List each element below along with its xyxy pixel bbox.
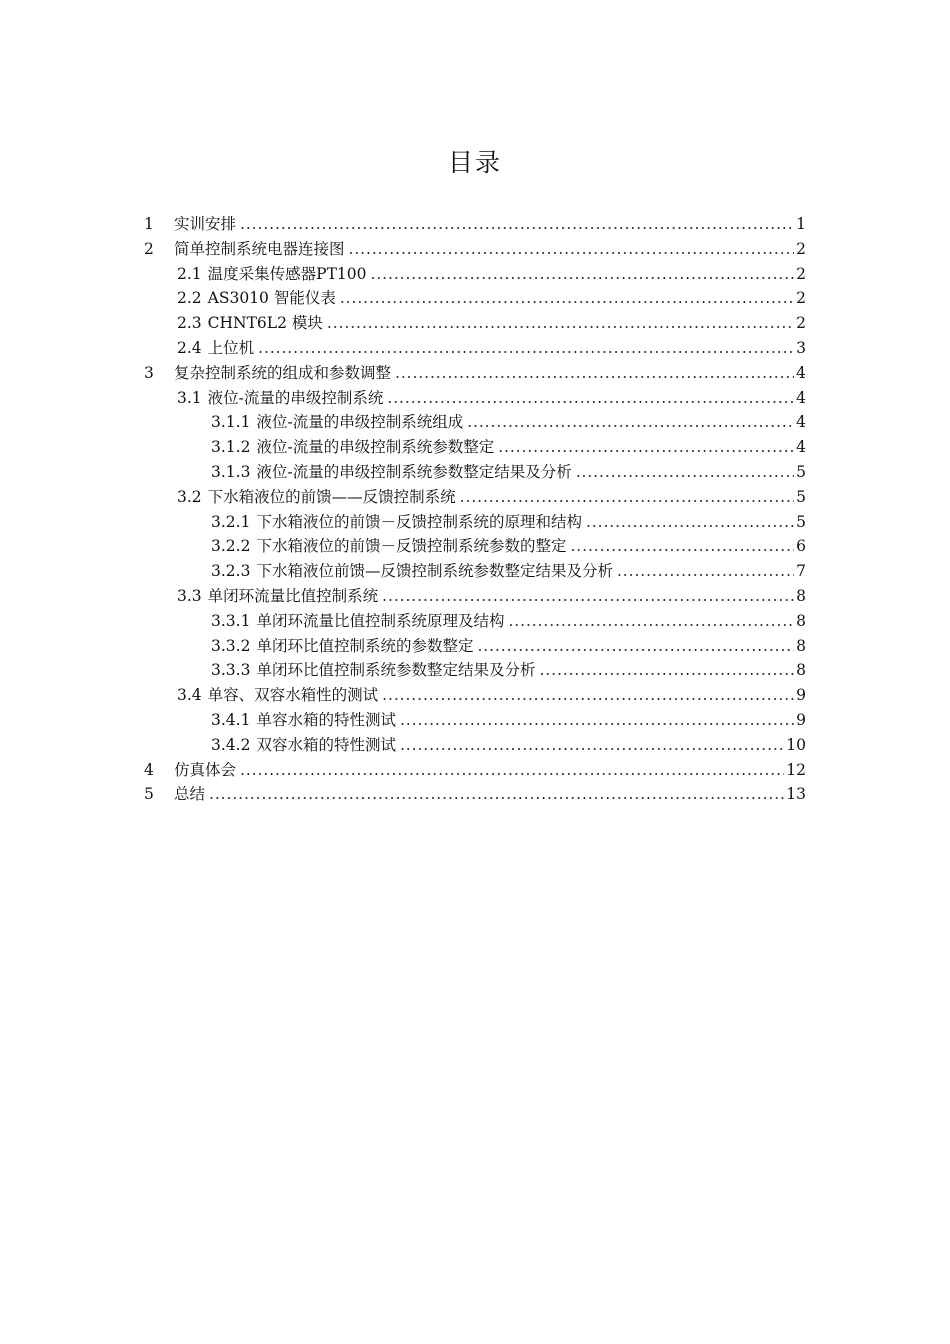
toc-entry-number: 3.2 xyxy=(177,487,202,506)
page-title: 目录 xyxy=(447,148,502,177)
toc-entry[interactable] xyxy=(144,510,806,535)
toc-entry-title: 液位-流量的串级控制系统参数整定 xyxy=(256,438,495,457)
toc-entry-page: 4 xyxy=(796,388,806,407)
toc-entry-number: 3.3.1 xyxy=(211,611,251,630)
toc-entry[interactable] xyxy=(144,733,806,758)
toc-entry[interactable] xyxy=(144,262,806,287)
dot-leader xyxy=(349,237,795,262)
toc-entry-page: 8 xyxy=(796,586,806,605)
toc-entry-title: 总结 xyxy=(174,785,206,804)
toc-entry-title: 单闭环流量比值控制系统 xyxy=(207,586,379,605)
toc-entry[interactable] xyxy=(144,410,806,435)
toc-entry-page: 10 xyxy=(786,735,806,754)
toc-entry-title: 下水箱液位的前馈－反馈控制系统参数的整定 xyxy=(256,537,567,556)
toc-entry-number: 5 xyxy=(144,785,154,804)
toc-entry-title: 液位-流量的串级控制系统组成 xyxy=(256,413,464,432)
toc-entry-title: 单闭环流量比值控制系统原理及结构 xyxy=(256,611,505,630)
toc-entry-title: 液位-流量的串级控制系统参数整定结果及分析 xyxy=(256,462,572,481)
dot-leader xyxy=(327,311,794,336)
toc-entry-title: 下水箱液位前馈—反馈控制系统参数整定结果及分析 xyxy=(256,562,613,581)
dot-leader xyxy=(371,262,795,287)
toc-entry-title: AS3010 智能仪表 xyxy=(207,289,336,308)
dot-leader xyxy=(467,410,794,435)
dot-leader xyxy=(539,658,794,683)
toc-entry-title: 下水箱液位的前馈——反馈控制系统 xyxy=(207,487,456,506)
toc-entry-page: 4 xyxy=(796,438,806,457)
toc-entry-page: 6 xyxy=(796,537,806,556)
toc-entry-title: 双容水箱的特性测试 xyxy=(256,735,396,754)
toc-entry-page: 7 xyxy=(796,562,806,581)
toc-entry-number: 3.1.3 xyxy=(211,462,251,481)
dot-leader xyxy=(460,485,794,510)
toc-entry-page: 5 xyxy=(796,512,806,531)
toc-entry-number: 1 xyxy=(144,215,154,233)
toc-entry-number: 3.1.2 xyxy=(211,438,251,457)
toc-entry-page: 3 xyxy=(796,338,806,357)
toc-entry[interactable] xyxy=(144,386,806,411)
toc-entry-page: 5 xyxy=(796,462,806,481)
dot-leader xyxy=(240,212,794,237)
toc-entry-title: 单闭环比值控制系统的参数整定 xyxy=(256,636,474,655)
toc-entry[interactable] xyxy=(144,708,806,733)
dot-leader xyxy=(400,708,794,733)
toc-entry-number: 3.4.2 xyxy=(211,735,251,754)
toc-entry-page: 4 xyxy=(796,413,806,432)
dot-leader xyxy=(395,361,794,386)
toc-entry[interactable] xyxy=(144,435,806,460)
toc-entry-number: 3.2.3 xyxy=(211,562,251,581)
toc-entry-page: 13 xyxy=(786,785,806,804)
toc-entry[interactable] xyxy=(144,658,806,683)
toc-entry-page: 9 xyxy=(796,686,806,705)
dot-leader xyxy=(382,683,794,708)
toc-entry-number: 2.3 xyxy=(177,314,202,333)
toc-entry-title: 上位机 xyxy=(207,338,255,357)
dot-leader xyxy=(576,460,794,485)
toc-entry-number: 4 xyxy=(144,760,154,779)
toc-entry-number: 2 xyxy=(144,239,154,258)
toc-entry-title: 温度采集传感器PT100 xyxy=(207,264,367,283)
toc-entry[interactable] xyxy=(144,460,806,485)
toc-entry-number: 3.3.3 xyxy=(211,661,251,680)
dot-leader xyxy=(340,286,794,311)
dot-leader xyxy=(209,782,784,807)
toc-entry-page: 5 xyxy=(796,487,806,506)
toc-entry-page: 2 xyxy=(796,264,806,283)
toc-entry-number: 2.4 xyxy=(177,338,202,357)
toc-entry-page: 4 xyxy=(796,363,806,382)
toc-entry-title: 液位-流量的串级控制系统 xyxy=(207,388,384,407)
toc-entry-page: 8 xyxy=(796,636,806,655)
toc-entry-page: 9 xyxy=(796,710,806,729)
toc-entry-number: 3.1.1 xyxy=(211,413,251,432)
toc-entry-page: 8 xyxy=(796,661,806,680)
toc-entry-title: 单闭环比值控制系统参数整定结果及分析 xyxy=(256,661,536,680)
toc-entry-title: 简单控制系统电器连接图 xyxy=(174,239,345,258)
toc-entry[interactable] xyxy=(144,212,806,237)
toc-entry[interactable] xyxy=(144,559,806,584)
toc-entry-number: 3.3.2 xyxy=(211,636,251,655)
toc-entry-number: 2.1 xyxy=(177,264,202,283)
dot-leader xyxy=(477,634,794,659)
dot-leader xyxy=(382,584,794,609)
table-of-contents xyxy=(144,212,806,807)
toc-entry-page: 8 xyxy=(796,611,806,630)
toc-entry-number: 3.4.1 xyxy=(211,710,251,729)
toc-entry-title: 单容水箱的特性测试 xyxy=(256,710,396,729)
toc-entry-title: 复杂控制系统的组成和参数调整 xyxy=(174,363,392,382)
dot-leader xyxy=(400,733,784,758)
toc-entry[interactable] xyxy=(144,534,806,559)
toc-entry-title: 下水箱液位的前馈－反馈控制系统的原理和结构 xyxy=(256,512,582,531)
toc-entry[interactable] xyxy=(144,286,806,311)
dot-leader xyxy=(498,435,794,460)
toc-entry[interactable] xyxy=(144,683,806,708)
toc-entry-title: CHNT6L2 模块 xyxy=(207,314,323,333)
toc-entry-title: 仿真体会 xyxy=(174,760,237,779)
toc-entry[interactable] xyxy=(144,237,806,262)
toc-entry-title: 实训安排 xyxy=(174,215,237,233)
toc-entry-number: 3.2.2 xyxy=(211,537,251,556)
toc-entry[interactable] xyxy=(144,584,806,609)
toc-entry-page: 12 xyxy=(786,760,806,779)
toc-entry[interactable] xyxy=(144,336,806,361)
dot-leader xyxy=(586,510,794,535)
toc-entry[interactable] xyxy=(144,634,806,659)
toc-entry-page: 1 xyxy=(796,215,806,233)
toc-entry[interactable] xyxy=(144,782,806,807)
dot-leader xyxy=(387,386,794,411)
toc-entry-page: 2 xyxy=(796,289,806,308)
toc-entry[interactable] xyxy=(144,758,806,783)
toc-entry-number: 3.3 xyxy=(177,586,202,605)
toc-entry-number: 3.2.1 xyxy=(211,512,251,531)
toc-entry-number: 3.1 xyxy=(177,388,202,407)
dot-leader xyxy=(508,609,794,634)
toc-entry-page: 2 xyxy=(796,314,806,333)
dot-leader xyxy=(258,336,794,361)
toc-entry-page: 2 xyxy=(796,239,806,258)
toc-entry[interactable] xyxy=(144,361,806,386)
toc-entry-title: 单容、双容水箱性的测试 xyxy=(207,686,379,705)
dot-leader xyxy=(617,559,794,584)
toc-entry-number: 3.4 xyxy=(177,686,202,705)
toc-entry[interactable] xyxy=(144,311,806,336)
toc-entry[interactable] xyxy=(144,609,806,634)
toc-entry-number: 2.2 xyxy=(177,289,202,308)
dot-leader xyxy=(240,758,784,783)
dot-leader xyxy=(570,534,794,559)
toc-entry-number: 3 xyxy=(144,363,154,382)
toc-entry[interactable] xyxy=(144,485,806,510)
